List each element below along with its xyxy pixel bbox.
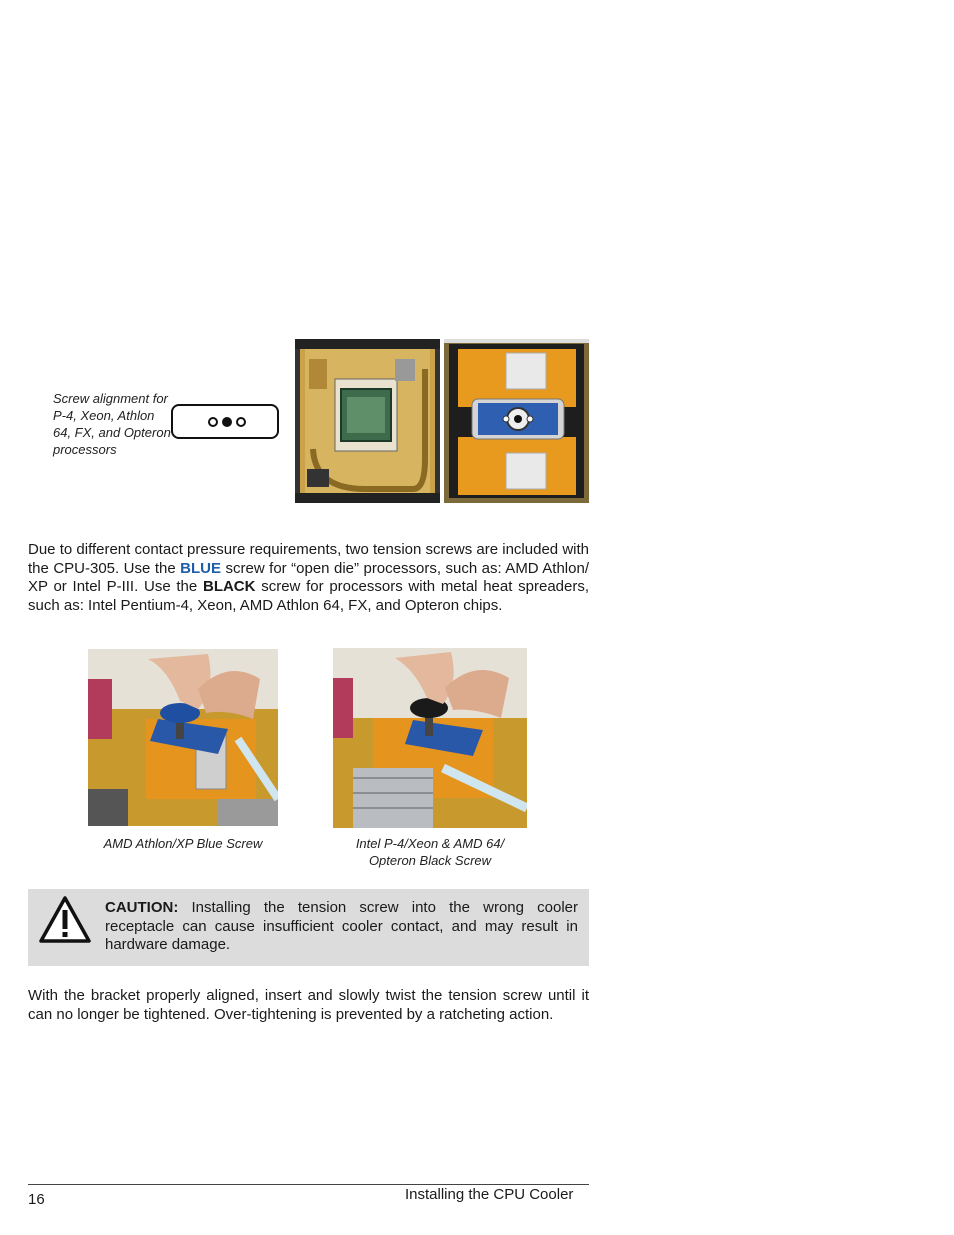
footer-divider [28, 1184, 589, 1185]
page-number: 16 [28, 1191, 45, 1208]
warning-triangle-icon [38, 895, 92, 950]
footer-section-title: Installing the CPU Cooler [405, 1186, 574, 1203]
caution-message [105, 899, 578, 955]
screw-alignment-diagram [171, 404, 279, 439]
cooler-bracket-photo [444, 339, 589, 503]
intro-paragraph [28, 541, 589, 616]
caution-label: CAUTION: [105, 899, 179, 916]
blue-screw-photo [88, 649, 278, 826]
black-screw-label: BLACK [202, 578, 256, 596]
blue-screw-caption: AMD Athlon/XP Blue Screw [103, 836, 263, 851]
cpu-socket-photo [295, 339, 440, 503]
intro-text-2: screw for “open die” processors, such as: AMD Athlon/ XP or Intel P-III. Use the [28, 559, 589, 596]
black-screw-photo [333, 648, 527, 828]
caution-text: Installing the tension screw into the wrong cooler receptacle can cause insufficient cooler contact, and may result in hardware damage. [105, 899, 578, 954]
black-screw-caption-line-2: Opteron Black Screw [368, 853, 492, 868]
caution-box [28, 889, 589, 966]
intro-text-3: screw for processors with metal heat spreaders, such as: Intel Pentium-4, Xeon, AMD Athlon 64, FX, and Opteron chips. [28, 578, 590, 615]
blue-screw-label: BLUE [180, 559, 222, 577]
intro-text-1: Due to different contact pressure requirements, two tension screws are included with the CPU-305. Use the [28, 541, 589, 577]
closing-paragraph: With the bracket properly aligned, insert and slowly twist the tension screw until it can no longer be tightened. Over-tightening is prevented by a ratcheting action. [28, 987, 589, 1023]
black-screw-caption-line-1: Intel P-4/Xeon & AMD 64/ [355, 836, 505, 851]
alignment-caption: Screw alignment for P-4, Xeon, Athlon 64, FX, and Opteron processors [53, 391, 171, 457]
filled-hole-icon [222, 417, 232, 427]
open-hole-icon [208, 417, 218, 427]
black-screw-caption [333, 835, 527, 869]
open-hole-icon [236, 417, 246, 427]
